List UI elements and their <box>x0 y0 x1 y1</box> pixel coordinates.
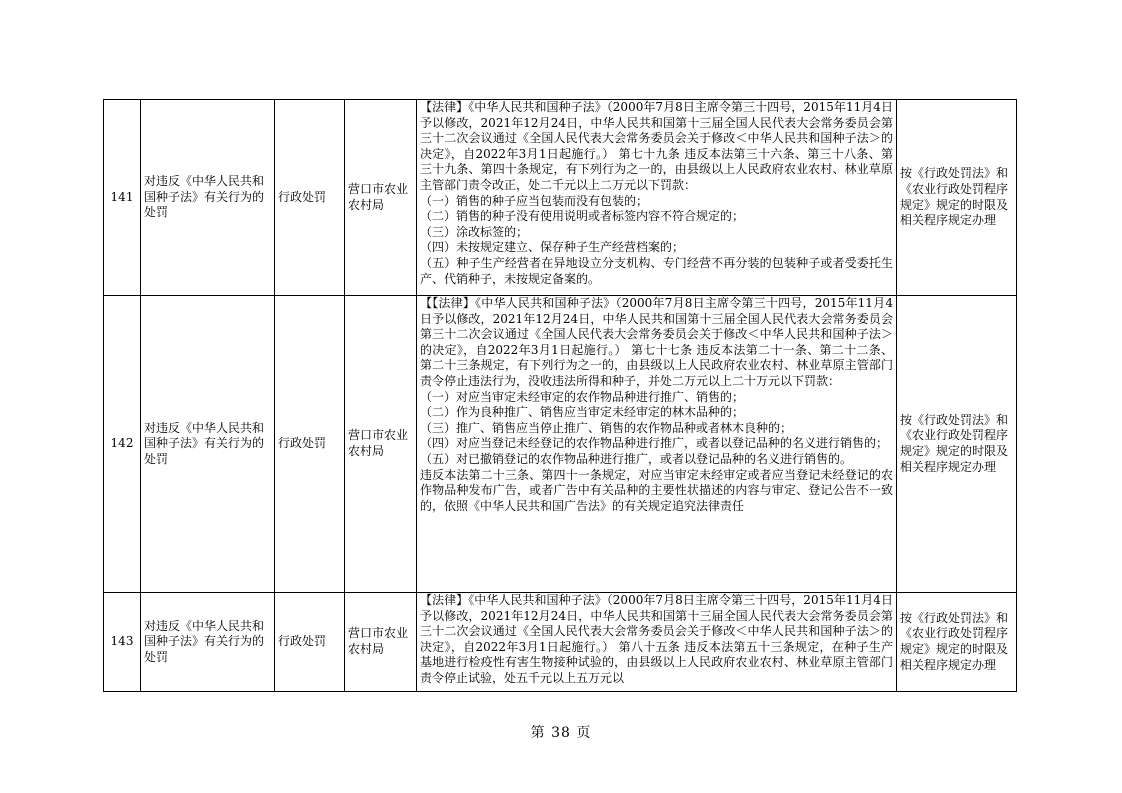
basis-paragraph: （二）作为良种推广、销售应当审定未经审定的林木品种的； <box>420 405 745 420</box>
basis-paragraph: 违反本法第二十三条、第四十一条规定，对应当审定未经审定或者应当登记未经登记的农作物品种发布广告，或者广告中有关品种的主要性状描述的内容与审定、登记公告不一致的，依照《中华人民共和国广告法》的有关规定追究法律责任 <box>420 467 893 513</box>
basis-paragraph: （一）对应当审定未经审定的农作物品种进行推广、销售的； <box>420 389 745 404</box>
item-type: 行政处罚 <box>275 593 345 692</box>
legal-basis <box>417 296 897 593</box>
table-row <box>104 100 1017 296</box>
basis-paragraph: （五）对已撤销登记的农作物品种进行推广，或者以登记品种的名义进行销售的。 <box>420 451 853 466</box>
basis-paragraph: 【法律】《中华人民共和国种子法》（2000年7月8日主席令第三十四号，2015年11月4日予以修改，2021年12月24日，中华人民共和国第十三届全国人民代表大会常务委员会第三十二次会议通过《全国人民代表大会常务委员会关于修改＜中华人民共和国种子法＞的决定》，自2022年3月1日起施行。） 第八十五条 违反本法第五十三条规定，在种子生产基地进行检疫性有害生物接种试验的，由县级以上人民政府农业农村、林业草原主管部门责令停止试验，处五千元以上五万元以 <box>420 593 893 685</box>
item-type: 行政处罚 <box>275 296 345 593</box>
basis-paragraph: 【法律】《中华人民共和国种子法》（2000年7月8日主席令第三十四号，2015年11月4日予以修改，2021年12月24日，中华人民共和国第十三届全国人民代表大会常务委员会第三十二次会议通过《全国人民代表大会常务委员会关于修改＜中华人民共和国种子法＞的决定》，自2022年3月1日起施行。） 第七十九条 违反本法第三十六条、第三十八条、第三十九条、第四十条规定，有下列行为之一的，由县级以上人民政府农业农村、林业草原主管部门责令改正，处二千元以上二万元以下罚款： <box>420 100 893 192</box>
page-number: 第 38 页 <box>530 725 592 741</box>
implementing-agency: 营口市农业农村局 <box>345 100 417 296</box>
table-row <box>104 296 1017 593</box>
item-name: 对违反《中华人民共和国种子法》有关行为的处罚 <box>141 593 275 692</box>
item-name: 对违反《中华人民共和国种子法》有关行为的处罚 <box>141 100 275 296</box>
item-name: 对违反《中华人民共和国种子法》有关行为的处罚 <box>141 296 275 593</box>
table-row <box>104 593 1017 692</box>
basis-paragraph: （四）对应当登记未经登记的农作物品种进行推广，或者以登记品种的名义进行销售的； <box>420 436 889 451</box>
basis-paragraph: （三）涂改标签的； <box>420 224 529 239</box>
legal-basis <box>417 100 897 296</box>
row-number: 141 <box>104 100 141 296</box>
implementing-agency: 营口市农业农村局 <box>345 593 417 692</box>
row-number: 142 <box>104 296 141 593</box>
basis-paragraph: （二）销售的种子没有使用说明或者标签内容不符合规定的； <box>420 209 745 224</box>
procedure-note: 按《行政处罚法》和《农业行政处罚程序规定》规定的时限及相关程序规定办理 <box>897 593 1017 692</box>
basis-paragraph: （五）种子生产经营者在异地设立分支机构、专门经营不再分装的包装种子或者受委托生产、代销种子，未按规定备案的。 <box>420 255 893 286</box>
enforcement-table <box>103 99 1017 692</box>
basis-paragraph: 【【法律】《中华人民共和国种子法》（2000年7月8日主席令第三十四号，2015年11月4日予以修改，2021年12月24日，中华人民共和国第十三届全国人民代表大会常务委员会第三十二次会议通过《全国人民代表大会常务委员会关于修改＜中华人民共和国种子法＞的决定》，自2022年3月1日起施行。） 第七十七条 违反本法第二十一条、第二十二条、第二十三条规定，有下列行为之一的，由县级以上人民政府农业农村、林业草原主管部门责令停止违法行为，没收违法所得和种子，并处二万元以上二十万元以下罚款： <box>420 296 893 388</box>
procedure-note: 按《行政处罚法》和《农业行政处罚程序规定》规定的时限及相关程序规定办理 <box>897 296 1017 593</box>
basis-paragraph: （四）未按规定建立、保存种子生产经营档案的； <box>420 240 685 255</box>
row-number: 143 <box>104 593 141 692</box>
basis-paragraph: （三）推广、销售应当停止推广、销售的农作物品种或者林木良种的； <box>420 420 793 435</box>
basis-paragraph: （一）销售的种子应当包装而没有包装的； <box>420 193 649 208</box>
item-type: 行政处罚 <box>275 100 345 296</box>
procedure-note: 按《行政处罚法》和《农业行政处罚程序规定》规定的时限及相关程序规定办理 <box>897 100 1017 296</box>
legal-basis <box>417 593 897 692</box>
implementing-agency: 营口市农业农村局 <box>345 296 417 593</box>
